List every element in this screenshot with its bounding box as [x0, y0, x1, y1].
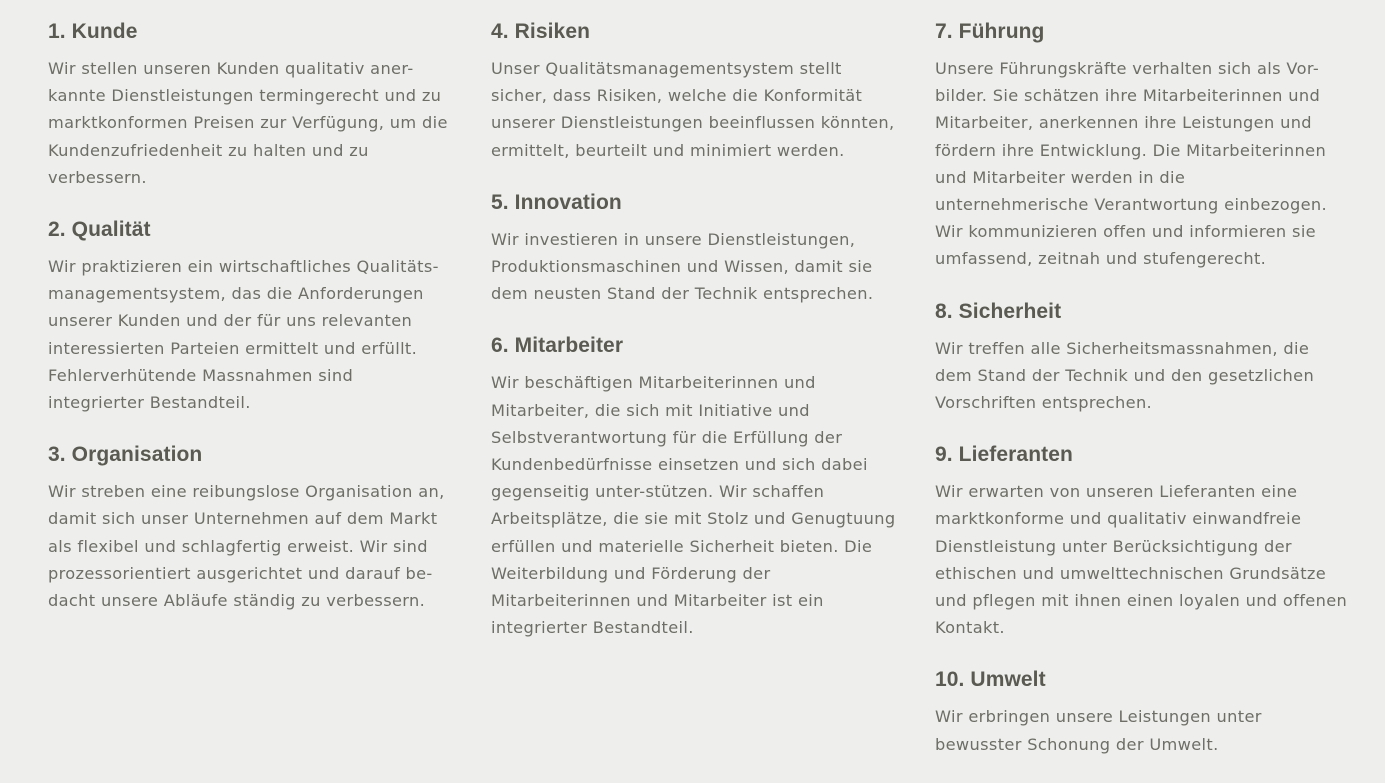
body-line: Selbstverantwortung für die Erfüllung der	[491, 427, 843, 447]
principle-section	[935, 18, 1350, 273]
section-title: 6. Mitarbeiter	[491, 334, 624, 358]
body-line: bewusster Schonung der Umwelt.	[935, 734, 1219, 754]
body-line: Wir beschäftigen Mitarbeiterinnen und	[491, 373, 816, 393]
body-line: bilder. Sie schätzen ihre Mitarbeiterinnen und	[935, 86, 1321, 106]
body-line: Wir kommunizieren offen und informieren sie	[935, 222, 1316, 242]
body-line: Unsere Führungskräfte verhalten sich als Vor-	[935, 59, 1320, 78]
section-body	[935, 55, 1350, 273]
body-line: dem Stand der Technik und den gesetzlichen	[935, 365, 1315, 385]
section-body	[935, 703, 1350, 757]
section-title: 1. Kunde	[48, 20, 138, 43]
body-line: Arbeitsplätze, die sie mit Stolz und Genugtuung	[491, 509, 896, 529]
body-line: Mitarbeiterinnen und Mitarbeiter ist ein	[491, 591, 824, 611]
body-line: prozessorientiert ausgerichtet und darauf be-	[48, 563, 433, 583]
body-line: Wir streben eine reibungslose Organisation an,	[48, 482, 445, 502]
body-line: Mitarbeiter, die sich mit Initiative und	[491, 400, 810, 420]
body-line: und Mitarbeiter werden in die	[935, 167, 1186, 187]
body-line: dem neusten Stand der Technik entsprechen.	[491, 284, 874, 304]
section-title: 2. Qualität	[48, 218, 151, 242]
section-body	[48, 478, 463, 614]
body-line: Wir investieren in unsere Dienstleistungen,	[491, 229, 856, 249]
body-line: Kontakt.	[935, 618, 1005, 638]
body-line: Weiterbildung und Förderung der	[491, 563, 771, 583]
section-title: 7. Führung	[935, 20, 1045, 43]
principle-section	[935, 666, 1350, 757]
body-line: Wir stellen unseren Kunden qualitativ aner-	[48, 59, 414, 78]
principle-section	[48, 18, 463, 191]
body-line: ermittelt, beurteilt und minimiert werden.	[491, 140, 845, 160]
section-body	[491, 55, 906, 164]
principle-section	[491, 332, 906, 641]
body-line: Dienstleistung unter Berücksichtigung der	[935, 536, 1292, 556]
principle-section	[491, 189, 906, 308]
body-line: verbessern.	[48, 167, 147, 187]
body-line: Mitarbeiter, anerkennen ihre Leistungen und	[935, 113, 1312, 133]
body-line: Kundenzufriedenheit zu halten und zu	[48, 140, 369, 160]
column-2	[491, 18, 906, 666]
body-line: Vorschriften entsprechen.	[935, 393, 1153, 413]
body-line: marktkonforme und qualitativ einwandfreie	[935, 509, 1302, 529]
body-line: und pflegen mit ihnen einen loyalen und offenen	[935, 591, 1348, 611]
body-line: Wir praktizieren ein wirtschaftliches Qualitäts-	[48, 257, 439, 277]
body-line: kannte Dienstleistungen termingerecht und zu	[48, 86, 442, 106]
body-line: integrierter Bestandteil.	[491, 618, 694, 638]
section-body	[935, 478, 1350, 641]
body-line: integrierter Bestandteil.	[48, 393, 251, 413]
principle-section	[48, 216, 463, 416]
principle-section	[935, 298, 1350, 417]
section-body	[48, 253, 463, 416]
section-title: 5. Innovation	[491, 190, 622, 214]
body-line: fördern ihre Entwicklung. Die Mitarbeiterinnen	[935, 140, 1327, 160]
body-line: interessierten Parteien ermittelt und erfüllt.	[48, 338, 418, 358]
section-body	[935, 335, 1350, 417]
body-line: Unser Qualitätsmanagementsystem stellt	[491, 59, 842, 78]
body-line: damit sich unser Unternehmen auf dem Markt	[48, 509, 438, 529]
body-line: als flexibel und schlagfertig erweist. Wir sind	[48, 536, 428, 556]
body-line: Wir treffen alle Sicherheitsmassnahmen, die	[935, 338, 1310, 358]
body-line: unserer Kunden und der für uns relevanten	[48, 311, 413, 331]
principle-section	[491, 18, 906, 164]
body-line: marktkonformen Preisen zur Verfügung, um die	[48, 113, 448, 133]
body-line: umfassend, zeitnah und stufengerecht.	[935, 249, 1267, 269]
section-body	[491, 226, 906, 308]
principle-section	[935, 441, 1350, 641]
body-line: gegenseitig unter-stützen. Wir schaffen	[491, 482, 825, 502]
body-line: unternehmerische Verantwortung einbezogen.	[935, 195, 1327, 215]
body-line: unserer Dienstleistungen beeinflussen könnten,	[491, 113, 895, 133]
section-title: 10. Umwelt	[935, 668, 1046, 692]
column-3	[935, 18, 1350, 783]
section-title: 4. Risiken	[491, 20, 591, 43]
body-line: sicher, dass Risiken, welche die Konformität	[491, 86, 863, 106]
section-title: 3. Organisation	[48, 443, 203, 467]
body-line: Fehlerverhütende Massnahmen sind	[48, 365, 354, 385]
body-line: ethischen und umwelttechnischen Grundsätze	[935, 563, 1327, 583]
section-body	[491, 369, 906, 641]
body-line: dacht unsere Abläufe ständig zu verbessern.	[48, 591, 426, 611]
section-body	[48, 55, 463, 191]
body-line: Kundenbedürfnisse einsetzen und sich dabei	[491, 455, 868, 475]
body-line: erfüllen und materielle Sicherheit bieten. Die	[491, 536, 873, 556]
principle-section	[48, 441, 463, 614]
body-line: Wir erwarten von unseren Lieferanten eine	[935, 482, 1298, 502]
body-line: managementsystem, das die Anforderungen	[48, 284, 424, 304]
column-1	[48, 18, 463, 639]
section-title: 8. Sicherheit	[935, 299, 1062, 323]
body-line: Produktionsmaschinen und Wissen, damit sie	[491, 257, 873, 277]
section-title: 9. Lieferanten	[935, 443, 1073, 467]
body-line: Wir erbringen unsere Leistungen unter	[935, 707, 1262, 727]
